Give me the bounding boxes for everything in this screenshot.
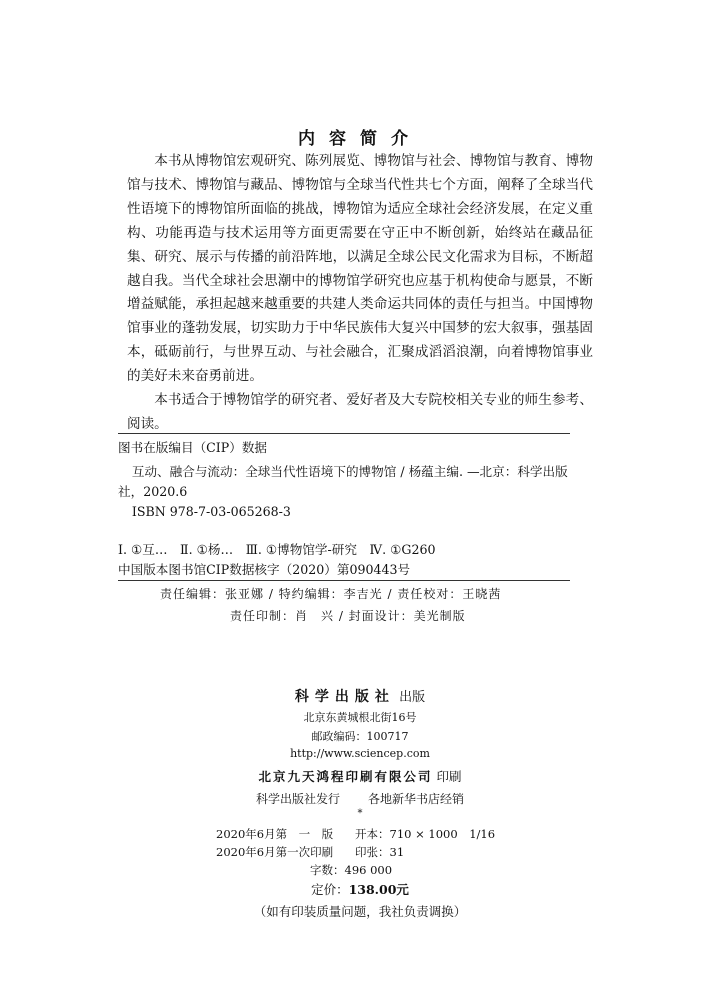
printer-line [0,767,720,785]
printer-suffix: 印刷 [436,769,462,784]
credits-line-1: 责任编辑：张亚娜 / 特约编辑：李吉光 / 责任校对：王晓茜 [160,587,502,601]
format: 开本：710 × 1000 1/16 [355,827,496,841]
spec-edition-row [216,825,495,843]
edition: 2020年6月第 一 版 [216,827,334,841]
separator-star: * [357,808,363,819]
wordcount: 字数：496 000 [310,863,393,877]
printer-name: 北京九天鸿程印刷有限公司 [258,769,433,784]
publisher-address: 北京东黄城根北街16号 [303,711,417,724]
retailer: 各地新华书店经销 [368,792,465,806]
cip-bottom-rule [118,580,570,581]
cip-record [118,462,570,522]
page-title: 内容简介 [298,129,422,149]
summary-paragraph: 本书从博物馆宏观研究、陈列展览、博物馆与社会、博物馆与教育、博物馆与技术、博物馆与藏品、博物馆与全球当代性共七个方面，阐释了全球当代性语境下的博物馆所面临的挑战，博物馆为适应全球社会经济发展，在定义重构、功能再造与技术运用等方面更需要在守正中不断创新，始终站在藏品征集、研究、展示与传播的前沿阵地，以满足全球公民文化需求为目标，不断超越自我。当代全球社会思潮中的博物馆学研究也应基于机构使命与愿景，不断增益赋能，承担起越来越重要的共建人类命运共同体的责任与担当。中国博物馆事业的蓬勃发展，切实助力于中华民族伟大复兴中国梦的宏大叙事，强基固本，砥砺前行，与世界互动、与社会融合，汇聚成滔滔浪潮，向着博物馆事业的美好未来奋勇前进。 [127,153,593,385]
cip-record-line: 互动、融合与流动：全球当代性语境下的博物馆 / 杨蕴主编. —北京：科学出版社，2020.6 [118,464,568,499]
cip-verify: 中国版本图书馆CIP数据核字（2020）第090443号 [118,562,411,577]
price-line [0,880,720,898]
summary-text [127,150,593,437]
cip-isbn: ISBN 978-7-03-065268-3 [131,504,291,519]
sheets: 印张：31 [355,845,405,859]
publisher-name: 科学出版社 [294,689,395,705]
cip-classification: Ⅰ. ①互… Ⅱ. ①杨… Ⅲ. ①博物馆学-研究 Ⅳ. ①G260 [118,542,436,557]
publisher-line [0,686,720,706]
cip-title: 图书在版编目（CIP）数据 [118,440,268,455]
cip-classification-block [118,540,570,580]
cip-top-rule [118,433,570,434]
distribution-line [0,790,720,807]
summary-paragraph: 本书适合于博物馆学的研究者、爱好者及大专院校相关专业的师生参考、阅读。 [127,392,593,432]
publisher-postcode: 邮政编码：100717 [311,730,409,743]
price-amount: 138.00元 [348,882,409,897]
spec-printing-row [216,843,404,861]
printing: 2020年6月第一次印刷 [216,845,334,859]
price-label: 定价： [311,882,349,897]
publisher-url: http://www.sciencep.com [290,747,430,760]
distributor: 科学出版社发行 [255,792,340,806]
publisher-suffix: 出版 [399,690,426,705]
quality-notice: （如有印装质量问题，我社负责调换） [253,904,467,919]
credits-line-2: 责任印制：肖 兴 / 封面设计：美光制版 [230,609,466,623]
